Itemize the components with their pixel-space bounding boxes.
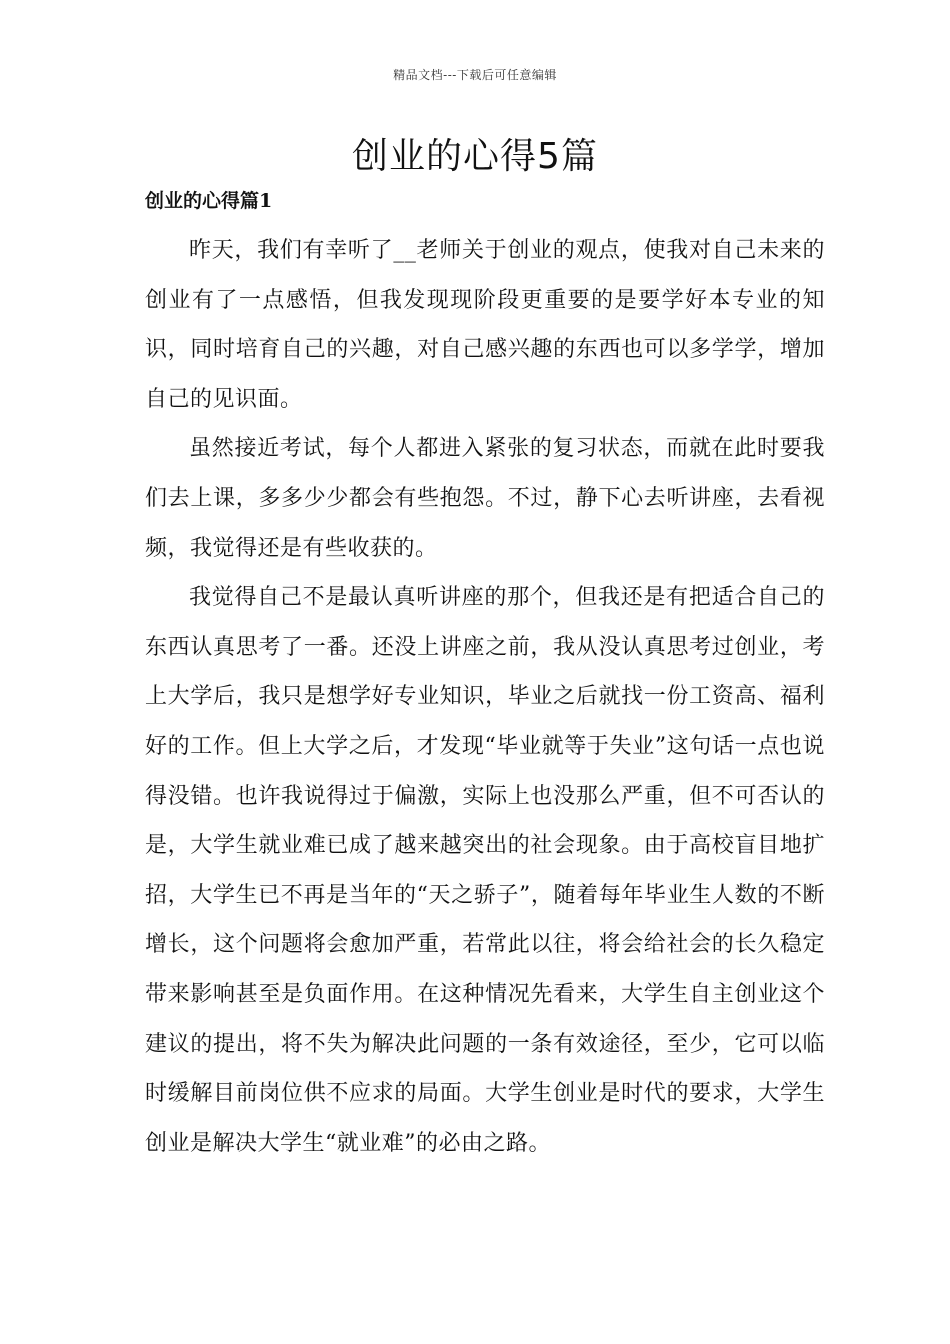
document-title: 创业的心得5篇 [352, 136, 598, 177]
document-body [145, 226, 825, 1168]
paragraph: 虽然接近考试，每个人都进入紧张的复习状态，而就在此时要我们去上课，多多少少都会有些抱怨。不过，静下心去听讲座，去看视频，我觉得还是有些收获的。 [145, 436, 825, 561]
paragraph: 我觉得自己不是最认真听讲座的那个，但我还是有把适合自己的东西认真思考了一番。还没上讲座之前，我从没认真思考过创业，考上大学后，我只是想学好专业知识，毕业之后就找一份工资高、福利好的工作。但上大学之后，才发现“毕业就等于失业”这句话一点也说得没错。也许我说得过于偏激，实际上也没那么严重，但不可否认的是，大学生就业难已成了越来越突出的社会现象。由于高校盲目地扩招，大学生已不再是当年的“天之骄子”，随着每年毕业生人数的不断增长，这个问题将会愈加严重，若常此以往，将会给社会的长久稳定带来影响甚至是负面作用。在这种情况先看来，大学生自主创业这个建议的提出，将不失为解决此问题的一条有效途径，至少，它可以临时缓解目前岗位供不应求的局面。大学生创业是时代的要求，大学生创业是解决大学生“就业难”的必由之路。 [145, 585, 825, 1156]
paragraph: 昨天，我们有幸听了__老师关于创业的观点，使我对自己未来的创业有了一点感悟，但我发现现阶段更重要的是要学好本专业的知识，同时培育自己的兴趣，对自己感兴趣的东西也可以多学学，增加自己的见识面。 [145, 238, 825, 412]
page-header-note: 精品文档---下载后可任意编辑 [393, 68, 557, 82]
section-heading: 创业的心得篇1 [145, 190, 273, 212]
